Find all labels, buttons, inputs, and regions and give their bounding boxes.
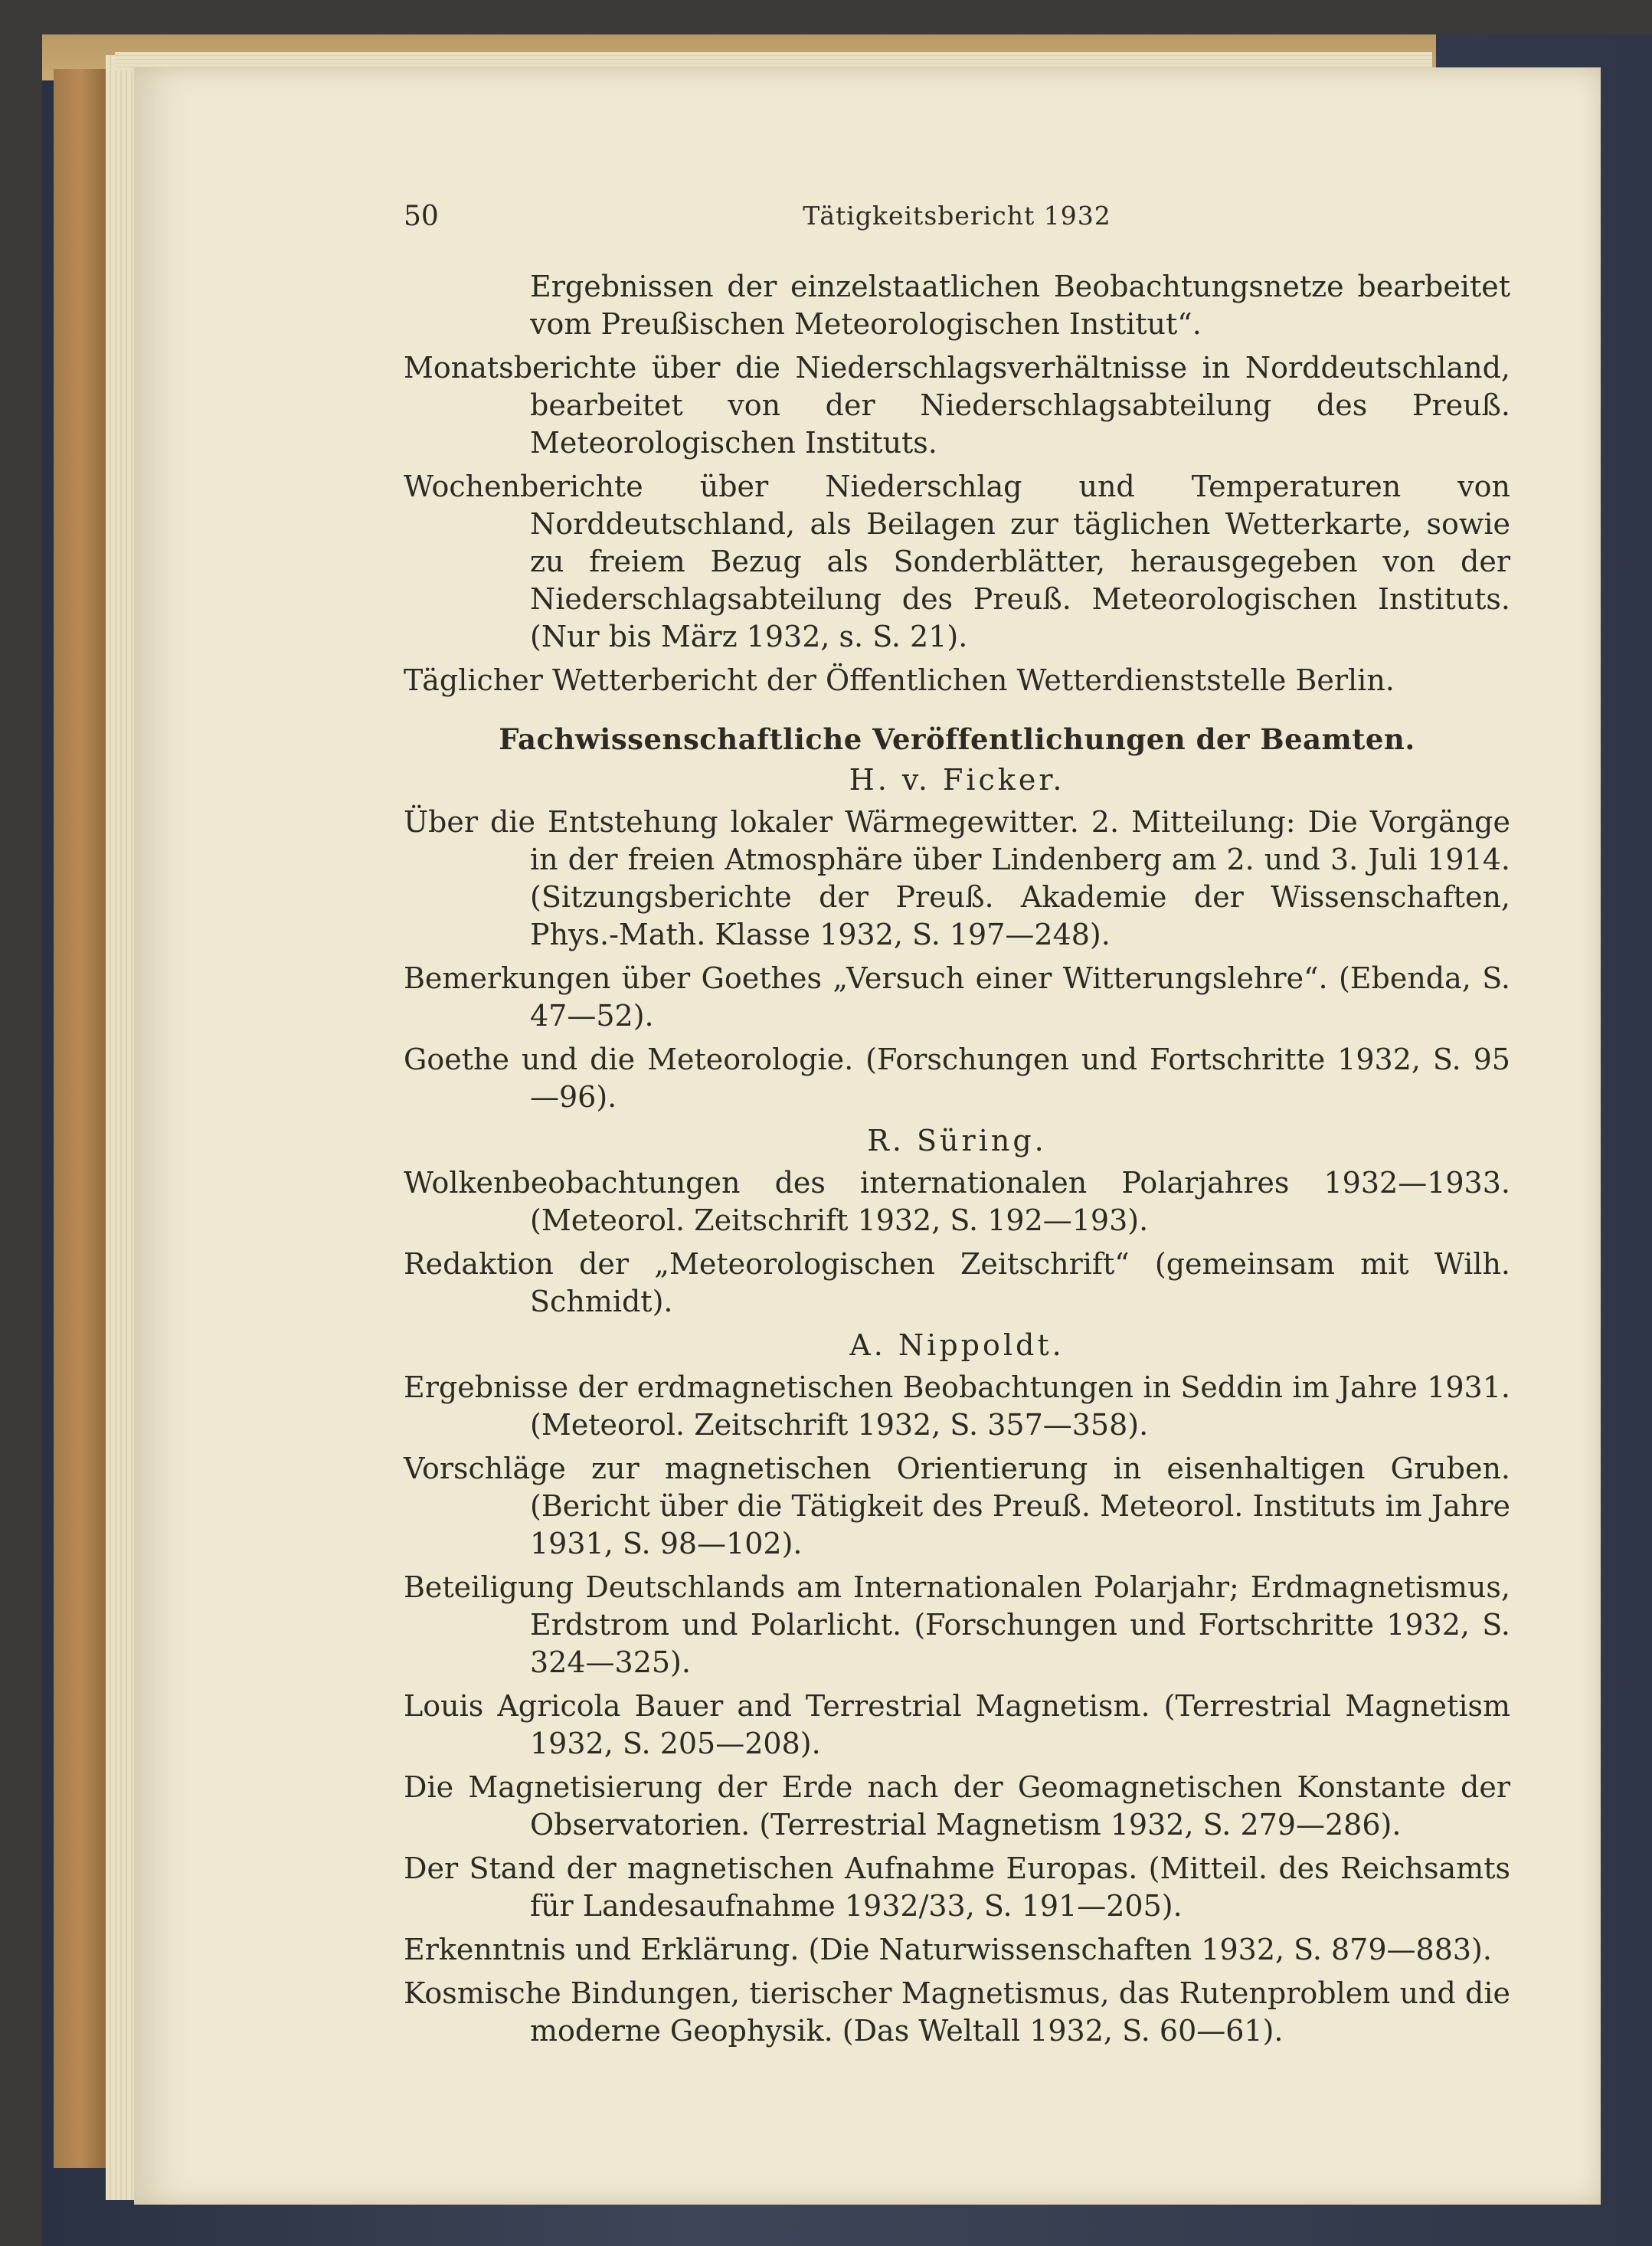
page-edges-left (106, 55, 136, 2200)
publication-entry: Die Magnetisierung der Erde nach der Geomagnetischen Konstante der Observatorien. (Terrestrial Magnetism 1932, S. 279—286). (404, 1770, 1510, 1842)
intro-entry: Ergebnissen der einzelstaatlichen Beobachtungsnetze bearbeitet vom Preußischen Meteorologischen Institut“. (530, 270, 1510, 341)
publication-entry: Über die Entstehung lokaler Wärmegewitter. 2. Mitteilung: Die Vorgänge in der freien Atmosphäre über Lindenberg am 2. und 3. Juli 1914. (Sitzungsberichte der Preuß. Akademie der Wissenschaften, Phys.-Math. Klasse 1932, S. 197—248). (404, 805, 1510, 951)
intro-entry: Monatsberichte über die Niederschlagsverhältnisse in Norddeutschland, bearbeitet von der Niederschlagsabteilung des Preuß. Meteorologischen Instituts. (404, 351, 1510, 460)
publication-entry: Kosmische Bindungen, tierischer Magnetismus, das Rutenproblem und die moderne Geophysik. (Das Weltall 1932, S. 60—61). (404, 1976, 1510, 2048)
publication-entry: Der Stand der magnetischen Aufnahme Europas. (Mitteil. des Reichsamts für Landesaufnahme 1932/33, S. 191—205). (404, 1851, 1510, 1923)
publication-entry: Beteiligung Deutschlands am Internationalen Polarjahr; Erdmagnetismus, Erdstrom und Polarlicht. (Forschungen und Fortschritte 1932, S. 324—325). (404, 1570, 1510, 1679)
page-header (404, 201, 1510, 237)
author-name: A. Nippoldt. (849, 1328, 1065, 1362)
publication-entry: Louis Agricola Bauer and Terrestrial Magnetism. (Terrestrial Magnetism 1932, S. 205—208). (404, 1689, 1510, 1760)
publication-entry: Ergebnisse der erdmagnetischen Beobachtungen in Seddin im Jahre 1931. (Meteorol. Zeitschrift 1932, S. 357—358). (404, 1370, 1510, 1442)
page-body (404, 268, 1510, 2056)
author-name: H. v. Ficker. (849, 763, 1065, 797)
publication-entry: Bemerkungen über Goethes „Versuch einer Witterungslehre“. (Ebenda, S. 47—52). (404, 961, 1510, 1033)
publication-entry: Redaktion der „Meteorologischen Zeitschrift“ (gemeinsam mit Wilh. Schmidt). (404, 1247, 1510, 1318)
binding-tape-spine (54, 69, 107, 2168)
publication-entry: Vorschläge zur magnetischen Orientierung in eisenhaltigen Gruben. (Bericht über die Tätigkeit des Preuß. Meteorol. Instituts im Jahre 1931, S. 98—102). (404, 1452, 1510, 1560)
publication-entry: Erkenntnis und Erklärung. (Die Naturwissenschaften 1932, S. 879—883). (404, 1933, 1492, 1966)
running-title: Tätigkeitsbericht 1932 (803, 201, 1111, 231)
publication-entry: Goethe und die Meteorologie. (Forschungen und Fortschritte 1932, S. 95—96). (404, 1043, 1510, 1114)
intro-entry: Wochenberichte über Niederschlag und Temperaturen von Norddeutschland, als Beilagen zur täglichen Wetterkarte, sowie zu freiem Bezug als Sonderblätter, herausgegeben von der Niederschlagsabteilung des Preuß. Meteorologischen Instituts. (Nur bis März 1932, s. S. 21). (404, 470, 1510, 653)
author-name: R. Süring. (867, 1124, 1047, 1157)
publication-entry: Wolkenbeobachtungen des internationalen Polarjahres 1932—1933. (Meteorol. Zeitschrift 1932, S. 192—193). (404, 1166, 1510, 1237)
section-heading: Fachwissenschaftliche Veröffentlichungen der Beamten. (499, 722, 1415, 756)
intro-entry: Täglicher Wetterbericht der Öffentlichen Wetterdienststelle Berlin. (404, 663, 1395, 697)
page-number: 50 (404, 201, 439, 232)
